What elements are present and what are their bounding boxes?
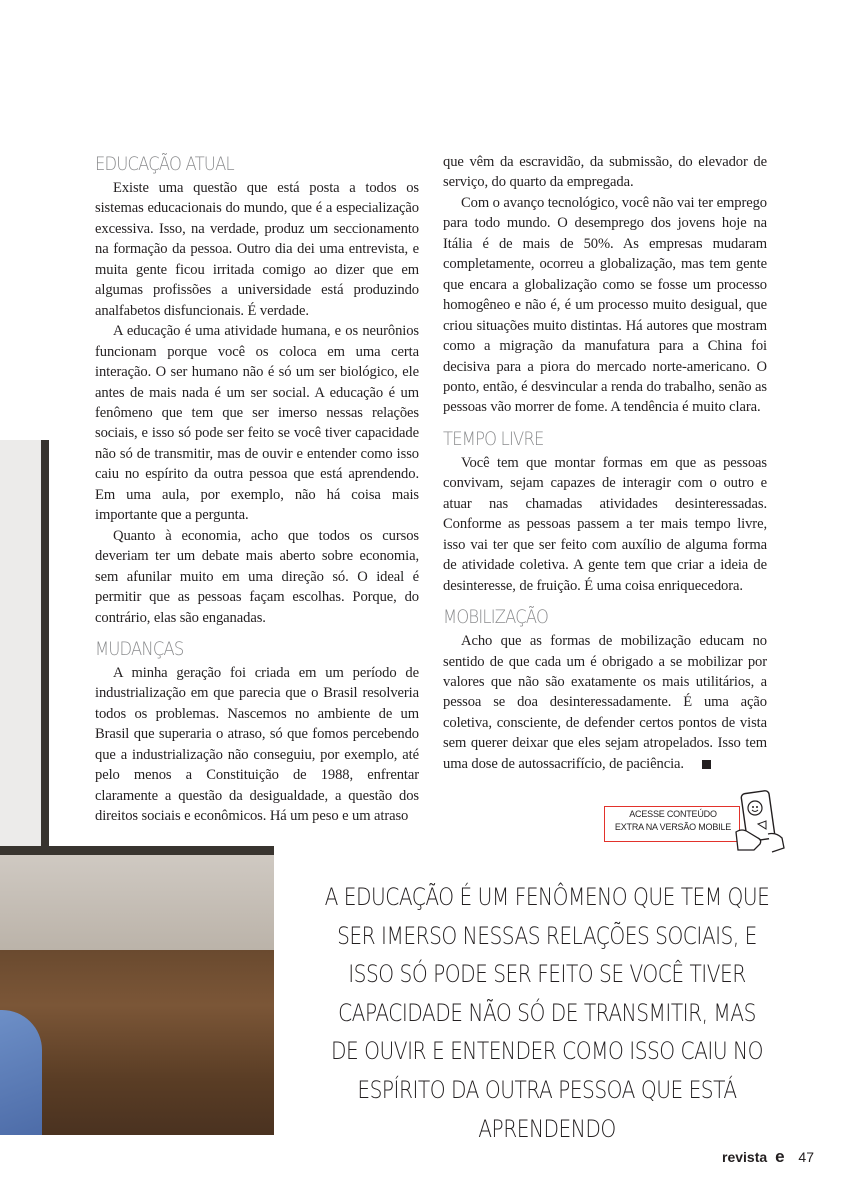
pull-quote: A EDUCAÇÃO É UM FENÔMENO QUE TEM QUE SER IMERSO NESSAS RELAÇÕES SOCIAIS, E ISSO SÓ PODE SER FEITO SE VOCÊ TIVER CAPACIDADE NÃO SÓ DE TRANSMITIR, MAS DE OUVIR E ENTENDER COMO ISSO CAIU NO ESPÍRITO DA OUTRA PESSOA QUE ESTÁ APRENDENDO — [324, 883, 770, 1143]
paragraph: Existe uma questão que está posta a todos os sistemas educacionais do mundo, que é a especialização excessiva. Isso, na verdade, produz um seccionamento na formação da pessoa. Outro dia dei uma entrevista, e muita gente ficou irritada comigo ao dizer que em algumas profissões a universidade está produzindo analfabetos disfuncionais. É verdade. — [95, 180, 419, 319]
mobile-badge-line1: ACESSE CONTEÚDO — [629, 809, 717, 819]
section-heading-mudancas: MUDANÇAS — [95, 637, 184, 660]
mobile-badge-text — [612, 808, 734, 833]
footer-brand: revista — [722, 1149, 768, 1165]
paragraph: Com o avanço tecnológico, você não vai ter emprego para todo mundo. O desemprego dos jovens hoje na Itália é de mais de 50%. As empresas mudaram completamente, ocorreu a globalização, mas tem gente que encara a globalização como se fosse um processo homogêneo e não é, é um processo muito desigual, que criou situações muito distintas. Há autores que mostram como a migração da manufatura para a China foi decisiva para a piora do mercado norte-americano. O ponto, então, é desvincular a renda do trabalho, senão as pessoas vão morrer de fome. A tendência é muito clara. — [443, 194, 767, 416]
section-heading-educacao-atual: EDUCAÇÃO ATUAL — [95, 153, 234, 175]
paragraph: Você tem que montar formas em que as pessoas convivam, sejam capazes de interagir com o outro e atuar nas chamadas atividades desinteressadas. Conforme as pessoas passem a ter mais tempo livre, isso vai ter que ser feito com auxílio de alguma forma de atividade coletiva. A gente tem que criar a ideia de desinteresse, de fruição. É uma coisa enriquecedora. — [443, 454, 767, 594]
photo-person-shirt — [0, 1010, 42, 1135]
end-mark-icon — [702, 760, 711, 769]
page-footer — [722, 1147, 814, 1167]
phone-hand-icon — [732, 788, 788, 854]
paragraph-continuation: que vêm da escravidão, da submissão, do elevador de serviço, do quarto da empregada. — [443, 154, 767, 191]
footer-brand-mark: e — [775, 1147, 785, 1166]
photo-wall — [0, 855, 274, 950]
photo-frame-edge — [41, 440, 49, 850]
mobile-badge-line2: EXTRA NA VERSÃO MOBILE — [614, 821, 732, 832]
page-number: 47 — [798, 1149, 814, 1165]
right-column — [443, 152, 767, 774]
photo-frame-bottom — [0, 846, 274, 855]
left-column — [95, 152, 419, 827]
paragraph: A minha geração foi criada em um período de industrialização em que parecia que o Brasil resolveria todos os problemas. Nascemos no ambiente de um Brasil que superaria o atraso, só que fomos percebendo que a industrialização não conseguiu, por exemplo, até pelo menos a Constituição de 1988, enfrentar claramente a questão da desigualdade, a questão dos direitos sociais e econômicos. Há um peso e um atraso — [95, 664, 419, 825]
section-heading-mobilizacao: MOBILIZAÇÃO — [443, 606, 549, 629]
section-heading-tempo-livre: TEMPO LIVRE — [443, 427, 544, 450]
paragraph-final — [443, 631, 767, 774]
paragraph: A educação é uma atividade humana, e os neurônios funcionam porque você os coloca em uma certa interação. O ser humano não é só um ser biológico, ele antes de mais nada é um ser social. A educação é um fenômeno que tem que ser imerso nessas relações sociais, e isso só pode ser feito se você tiver capacidade não só de transmitir, mas de ouvir e entender como isso caiu no espírito da outra pessoa que está aprendendo. Em uma aula, por exemplo, não há coisa mais importante que a pergunta. — [95, 323, 419, 524]
paragraph: Quanto à economia, acho que todos os cursos deveriam ter um debate mais aberto sobre economia, sem afunilar muito em uma direção só. O ideal é permitir que as pessoas façam escolhas. Porque, do contrário, elas são enganadas. — [95, 527, 419, 626]
paragraph-text: Acho que as formas de mobilização educam no sentido de que cada um é obrigado a se mobilizar por valores que não são exatamente os mais utilitários, a pessoa se doa desinteressadamente. É uma ação coletiva, consciente, de defender certos pontos de vista sem querer deixar que eles sejam atropelados. Isso tem uma dose de autossacrifício, de paciência. — [443, 633, 767, 772]
